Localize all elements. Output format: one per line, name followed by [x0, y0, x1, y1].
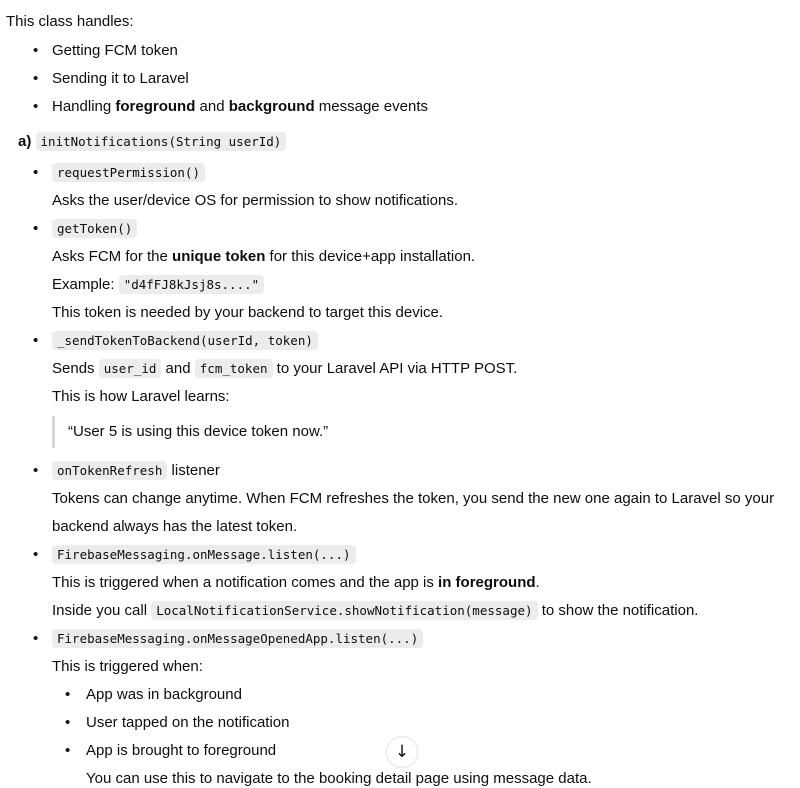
list-item [6, 65, 780, 93]
inline-code: fcm_token [195, 359, 273, 378]
inline-code: "d4fFJ8kJsj8s...." [119, 275, 264, 294]
description-text [52, 243, 780, 271]
sub-list-item [52, 681, 780, 709]
list-item-text: User tapped on the notification [86, 714, 290, 731]
list-item-text: Sending it to Laravel [52, 70, 189, 87]
intro-bullet-list [6, 37, 780, 121]
section-heading [6, 130, 780, 154]
inline-code: LocalNotificationService.showNotification(message) [151, 601, 537, 620]
list-item-text: Handling [52, 98, 116, 115]
list-item-text: App was in background [86, 686, 242, 703]
note-text: This token is needed by your backend to target this device. [52, 304, 444, 321]
text-segment: and [161, 360, 195, 377]
description-text [52, 569, 780, 597]
inline-code: requestPermission() [52, 163, 205, 182]
main-bullet-list [6, 159, 780, 788]
bold-text: in foreground [438, 574, 536, 591]
description-text [52, 355, 780, 383]
blockquote [52, 416, 780, 448]
inline-code: initNotifications(String userId) [36, 132, 287, 151]
description-text: Tokens can change anytime. When FCM refreshes the token, you send the new one again to Laravel so your backend always has the latest token. [52, 490, 775, 535]
text-segment: Example: [52, 276, 119, 293]
note-text: You can use this to navigate to the booking detail page using message data. [86, 770, 592, 787]
code-line [52, 541, 780, 569]
inline-code: FirebaseMessaging.onMessage.listen(...) [52, 545, 356, 564]
list-item-text: message events [314, 98, 429, 115]
inline-code: user_id [99, 359, 162, 378]
list-item-token-refresh [6, 457, 780, 541]
description-text: Asks the user/device OS for permission to show notifications. [52, 192, 459, 209]
code-line [52, 215, 780, 243]
inline-code: onTokenRefresh [52, 461, 167, 480]
example-line [52, 271, 780, 299]
sub-list-item [52, 709, 780, 737]
text-segment: Asks FCM for the [52, 248, 173, 265]
section-label: a) [18, 133, 32, 150]
list-item-text: Getting FCM token [52, 42, 178, 59]
scroll-to-bottom-button[interactable] [386, 736, 418, 768]
lead-text: This class handles: [6, 13, 134, 30]
text-segment: for this device+app installation. [265, 248, 476, 265]
list-item-on-message [6, 541, 780, 625]
text-segment: to show the notification. [537, 602, 699, 619]
text-segment: listener [167, 462, 220, 479]
text-segment: Inside you call [52, 602, 152, 619]
inline-code: getToken() [52, 219, 137, 238]
code-line [52, 327, 780, 355]
description-text: This is how Laravel learns: [52, 388, 230, 405]
inline-code: FirebaseMessaging.onMessageOpenedApp.listen(...) [52, 629, 423, 648]
code-line [52, 457, 780, 485]
description-text [52, 597, 780, 625]
list-item [6, 37, 780, 65]
code-line [52, 159, 780, 187]
bold-text: background [228, 98, 315, 115]
text-segment: . [535, 574, 540, 591]
code-line [52, 625, 780, 653]
list-item-request-permission [6, 159, 780, 215]
bold-text: foreground [115, 98, 196, 115]
inline-code: _sendTokenToBackend(userId, token) [52, 331, 318, 350]
bold-text: unique token [172, 248, 266, 265]
quote-text: “User 5 is using this device token now.” [68, 423, 329, 440]
text-segment: Sends [52, 360, 99, 377]
arrow-down-icon: ↓ [394, 741, 410, 762]
list-item-send-token [6, 327, 780, 448]
list-item [6, 93, 780, 121]
list-item-text: App is brought to foreground [86, 742, 277, 759]
list-item-get-token [6, 215, 780, 327]
description-text: This is triggered when: [52, 658, 203, 675]
text-segment: This is triggered when a notification comes and the app is [52, 574, 439, 591]
list-item-text: and [195, 98, 229, 115]
text-segment: to your Laravel API via HTTP POST. [272, 360, 518, 377]
